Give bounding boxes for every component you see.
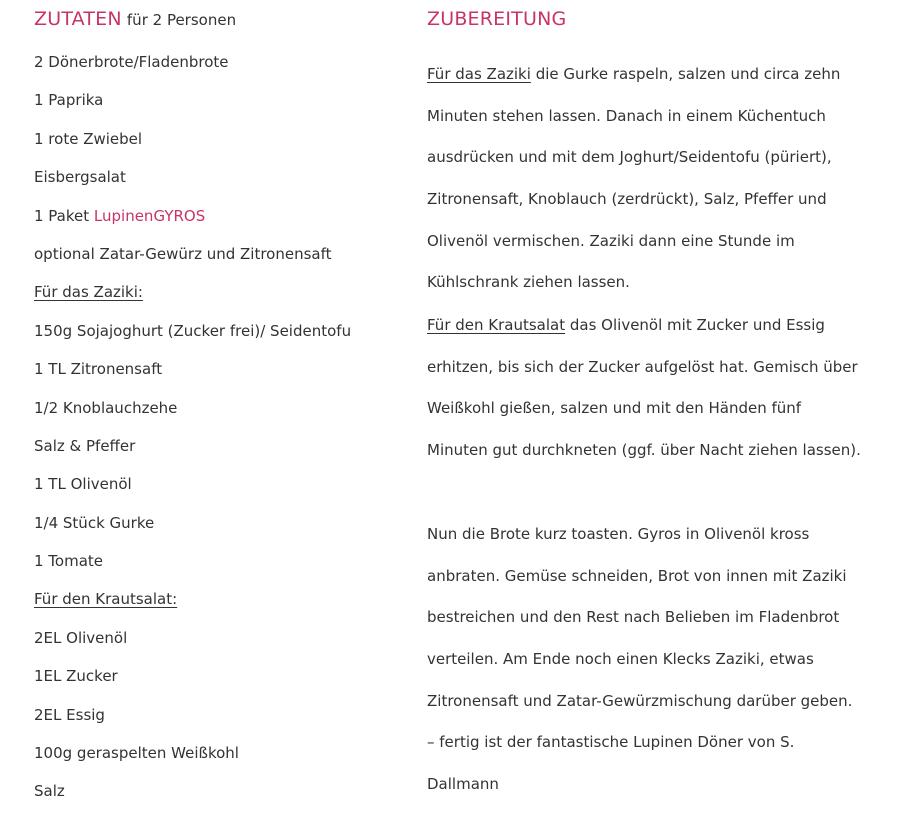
zaziki-lead: Für das Zaziki <box>427 65 531 83</box>
list-item: 100g geraspelten Weißkohl <box>34 744 239 763</box>
paragraph-line: Nun die Brote kurz toasten. Gyros in Olivenöl kross <box>427 525 810 543</box>
paragraph-line: verteilen. Am Ende noch einen Klecks Zaziki, etwas <box>427 650 814 669</box>
list-item: 1/2 Knoblauchzehe <box>34 398 178 417</box>
gyros-prefix: 1 Paket <box>34 206 94 225</box>
paragraph-line: Für den Krautsalat das Olivenöl mit Zucker und Essig <box>427 316 825 334</box>
list-item: Salz <box>34 782 65 801</box>
ingredients-title: ZUTATEN <box>34 8 122 30</box>
krautsalat-lead: Für den Krautsalat <box>427 316 566 334</box>
paragraph-line: Dallmann <box>427 775 499 794</box>
paragraph-line: erhitzen, bis sich der Zucker aufgelöst hat. Gemisch über <box>427 357 858 376</box>
list-item: 1 Tomate <box>34 552 104 571</box>
krautsalat-subheading: Für den Krautsalat: <box>34 590 178 609</box>
paragraph-line: ausdrücken und mit dem Joghurt/Seidentofu (püriert), <box>427 148 832 167</box>
ingredients-heading-row <box>34 8 236 30</box>
servings-label: für 2 Personen <box>126 11 237 29</box>
list-item: 1EL Zucker <box>34 667 118 686</box>
zaziki-subheading: Für das Zaziki: <box>34 283 143 302</box>
list-item: Salz & Pfeffer <box>34 436 136 455</box>
paragraph-line: Zitronensaft, Knoblauch (zerdrückt), Salz, Pfeffer und <box>427 190 827 209</box>
list-item: Eisbergsalat <box>34 168 126 187</box>
preparation-final-paragraph <box>427 521 852 813</box>
product-link-lupinengyros[interactable]: LupinenGYROS <box>93 206 206 225</box>
paragraph-line: Für das Zaziki die Gurke raspeln, salzen und circa zehn <box>427 65 841 83</box>
preparation-zaziki-paragraph <box>427 61 840 311</box>
list-item: 1 TL Zitronensaft <box>34 360 163 379</box>
list-item: 1 rote Zwiebel <box>34 129 143 148</box>
list-item: 1 TL Olivenöl <box>34 475 132 494</box>
list-item: optional Zatar-Gewürz und Zitronensaft <box>34 244 332 263</box>
list-item: 150g Sojajoghurt (Zucker frei)/ Seidentofu <box>34 321 352 340</box>
list-item: 1 Paprika <box>34 91 104 110</box>
paragraph-line: Zitronensaft und Zatar-Gewürzmischung darüber geben. <box>427 691 853 710</box>
paragraph-line: Kühlschrank ziehen lassen. <box>427 273 630 292</box>
paragraph-line: Minuten gut durchkneten (ggf. über Nacht ziehen lassen). <box>427 441 861 460</box>
preparation-title: ZUBEREITUNG <box>427 8 567 30</box>
list-item: 2EL Olivenöl <box>34 628 128 647</box>
paragraph-line: Weißkohl gießen, salzen und mit den Händen fünf <box>427 399 802 418</box>
list-item: 1/4 Stück Gurke <box>34 513 155 532</box>
paragraph-line: Olivenöl vermischen. Zaziki dann eine Stunde im <box>427 231 795 250</box>
preparation-krautsalat-paragraph <box>427 312 861 479</box>
list-item: 2 Dönerbrote/Fladenbrote <box>34 53 229 71</box>
paragraph-line: bestreichen und den Rest nach Belieben im Fladenbrot <box>427 608 840 627</box>
paragraph-line: anbraten. Gemüse schneiden, Brot von innen mit Zaziki <box>427 566 847 585</box>
preparation-heading-row <box>427 8 566 30</box>
list-item: 2EL Essig <box>34 705 105 724</box>
paragraph-line: – fertig ist der fantastische Lupinen Döner von S. <box>427 733 795 752</box>
ingredients-list <box>34 49 351 817</box>
paragraph-line: Minuten stehen lassen. Danach in einem Küchentuch <box>427 106 826 125</box>
list-item-gyros <box>34 203 351 241</box>
